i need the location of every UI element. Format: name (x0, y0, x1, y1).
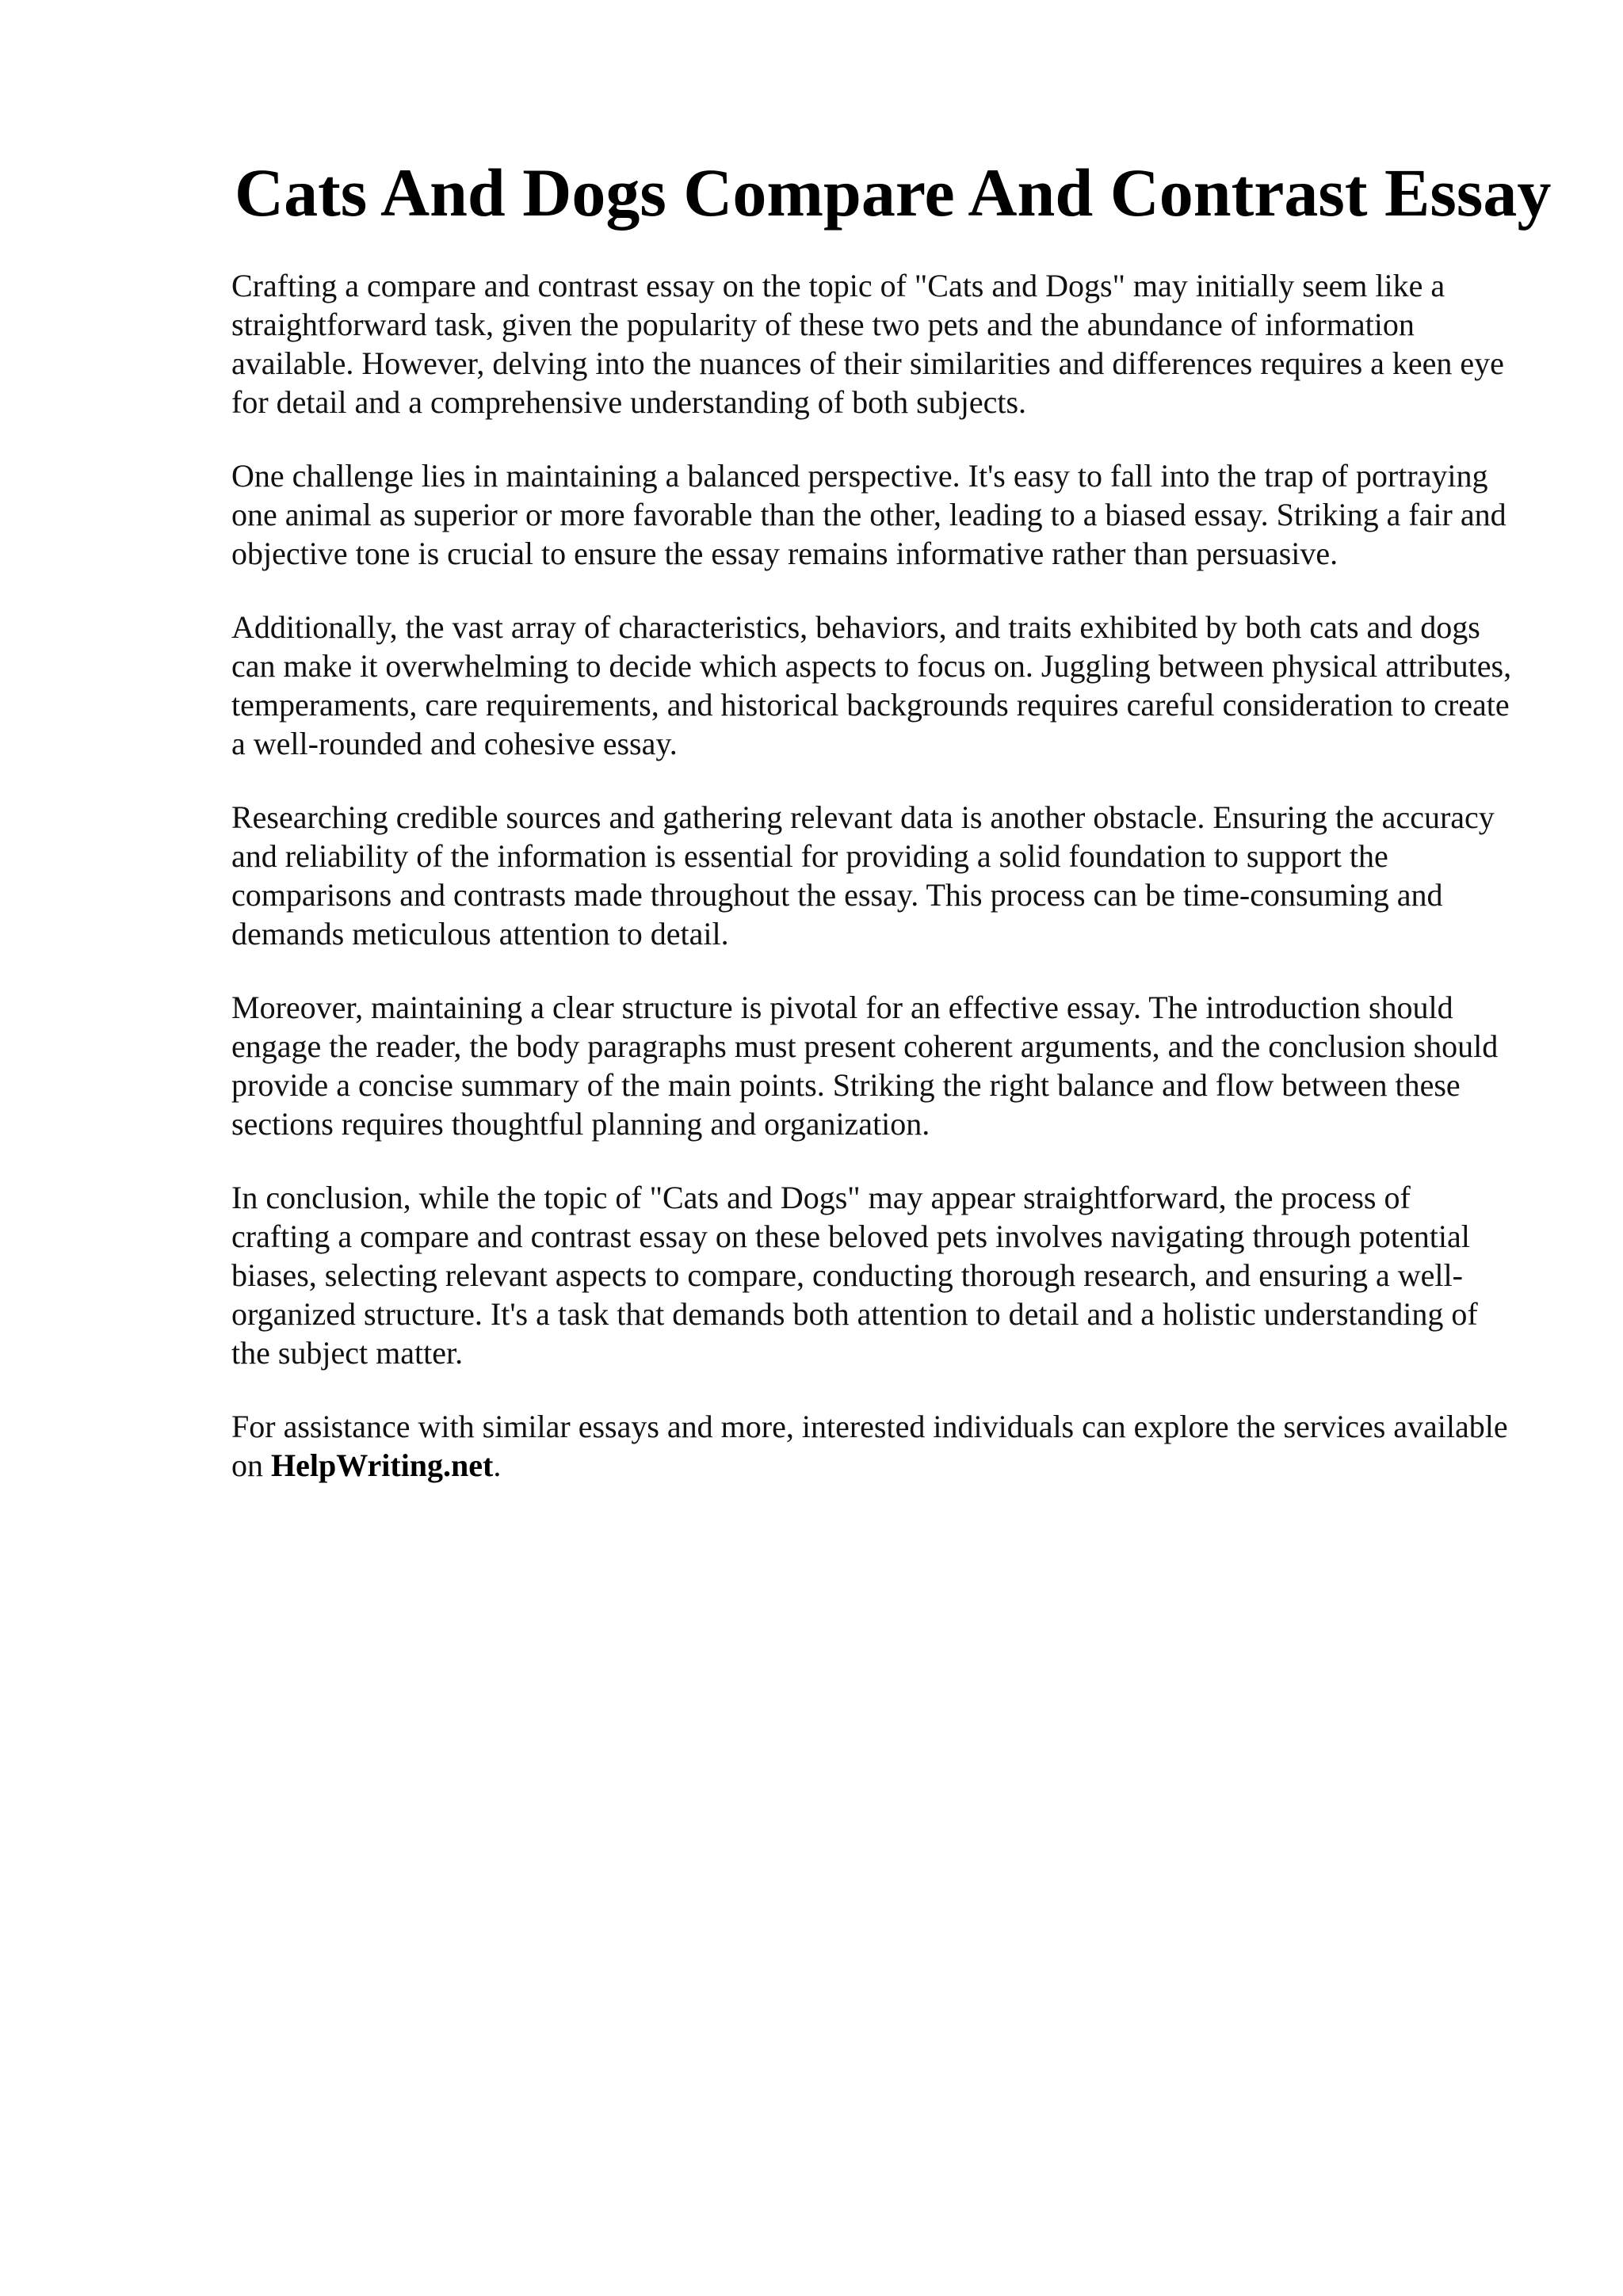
paragraph-aspects: Additionally, the vast array of characteristics, behaviors, and traits exhibited by both cats and dogs can make it overwhelming to decide which aspects to focus on. Juggling between physical attributes, temperaments, care requirements, and historical backgrounds requires careful consideration to create a well-rounded and cohesive essay. (231, 609, 1512, 761)
paragraph-closing (231, 1407, 1515, 1485)
paragraph-conclusion: In conclusion, while the topic of "Cats and Dogs" may appear straightforward, the process of crafting a compare and contrast essay on these beloved pets involves navigating through potential biases, selecting relevant aspects to compare, conducting thorough research, and ensuring a well-organized structure. It's a task that demands both attention to detail and a holistic understanding of the subject matter. (231, 1180, 1478, 1371)
closing-period: . (493, 1447, 502, 1483)
paragraph-research: Researching credible sources and gathering relevant data is another obstacle. Ensuring the accuracy and reliability of the information is essential for providing a solid foundation to support the comparisons and contrasts made throughout the essay. This process can be time-consuming and demands meticulous attention to detail. (231, 799, 1495, 952)
paragraph-structure: Moreover, maintaining a clear structure is pivotal for an effective essay. The introduction should engage the reader, the body paragraphs must present coherent arguments, and the conclusion should provide a concise summary of the main points. Striking the right balance and flow between these sections requires thoughtful planning and organization. (231, 990, 1499, 1142)
paragraph-balanced-perspective: One challenge lies in maintaining a balanced perspective. It's easy to fall into the trap of portraying one animal as superior or more favorable than the other, leading to a biased essay. Striking a fair and objective tone is crucial to ensure the essay remains informative rather than persuasive. (231, 458, 1507, 571)
paragraph-intro: Crafting a compare and contrast essay on the topic of "Cats and Dogs" may initially seem like a straightforward task, given the popularity of these two pets and the abundance of information available. However, delving into the nuances of their similarities and differences requires a keen eye for detail and a comprehensive understanding of both subjects. (231, 268, 1504, 420)
document-title: Cats And Dogs Compare And Contrast Essay (235, 154, 1552, 231)
helpwriting-link[interactable]: HelpWriting.net (271, 1447, 494, 1483)
document-body (231, 266, 1515, 1520)
closing-text: For assistance with similar essays and more, interested individuals can explore the services available on (231, 1409, 1508, 1483)
